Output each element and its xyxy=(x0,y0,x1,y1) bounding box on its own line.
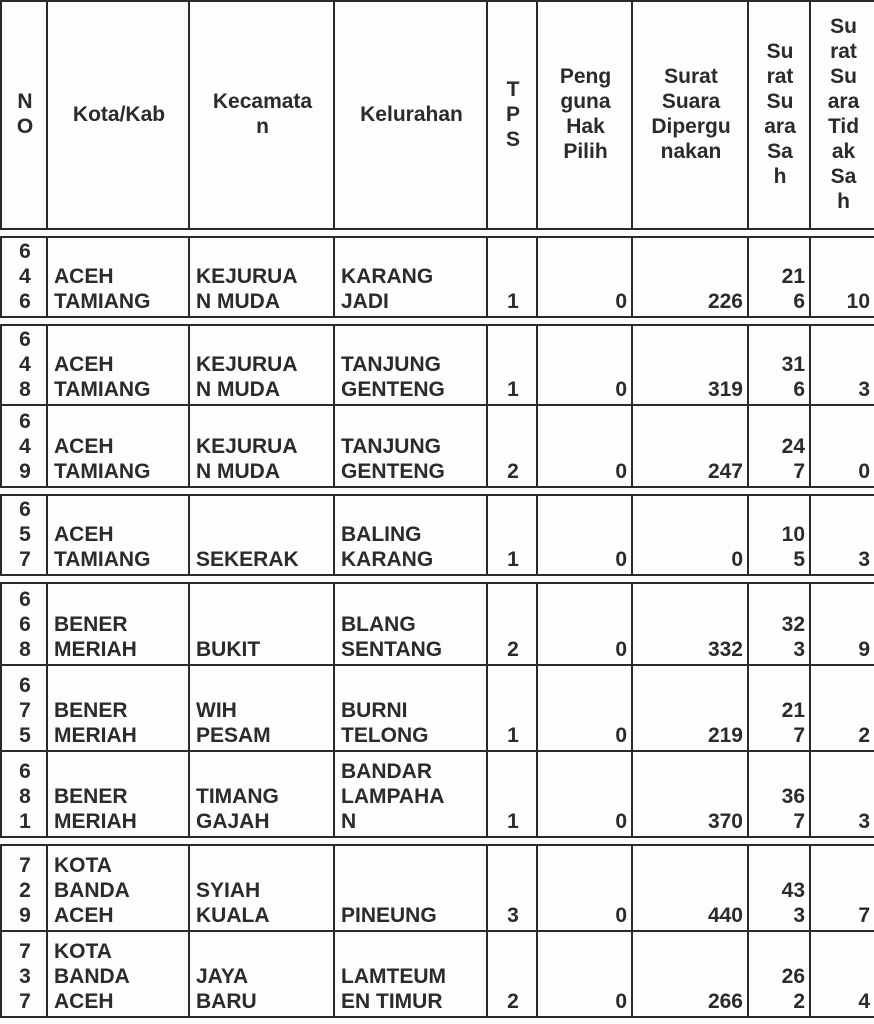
table-row xyxy=(1,665,874,751)
table-row xyxy=(1,325,874,405)
cell-tps: 1 xyxy=(487,751,537,837)
header-no: N O xyxy=(1,1,47,229)
table-row xyxy=(1,845,874,931)
cell-pengguna: 0 xyxy=(537,325,632,405)
cell-sah: 32 3 xyxy=(748,583,810,665)
cell-kelurahan: BURNI TELONG xyxy=(334,665,487,751)
cell-kota: KOTA BANDA ACEH xyxy=(47,931,189,1017)
cell-kota: ACEH TAMIANG xyxy=(47,405,189,487)
cell-sah: 21 6 xyxy=(748,237,810,317)
cell-tps: 3 xyxy=(487,845,537,931)
cell-digunakan: 440 xyxy=(632,845,748,931)
cell-kelurahan: TANJUNG GENTENG xyxy=(334,325,487,405)
row-gap xyxy=(1,317,874,325)
cell-digunakan: 370 xyxy=(632,751,748,837)
cell-digunakan: 219 xyxy=(632,665,748,751)
cell-digunakan: 332 xyxy=(632,583,748,665)
row-gap xyxy=(1,229,874,237)
cell-tidak-sah: 3 xyxy=(810,495,874,575)
cell-digunakan: 319 xyxy=(632,325,748,405)
header-surat-sah: Su rat Su ara Sa h xyxy=(748,1,810,229)
cell-kelurahan: BALING KARANG xyxy=(334,495,487,575)
cell-kecamatan: WIH PESAM xyxy=(189,665,334,751)
cell-pengguna: 0 xyxy=(537,237,632,317)
header-kecamatan: Kecamata n xyxy=(189,1,334,229)
table-row xyxy=(1,405,874,487)
cell-pengguna: 0 xyxy=(537,495,632,575)
header-kota-kab: Kota/Kab xyxy=(47,1,189,229)
table-row xyxy=(1,237,874,317)
cell-no: 6 7 5 xyxy=(1,665,47,751)
cell-tidak-sah: 3 xyxy=(810,325,874,405)
cell-kecamatan: KEJURUA N MUDA xyxy=(189,405,334,487)
cell-tps: 1 xyxy=(487,665,537,751)
cell-no: 6 4 9 xyxy=(1,405,47,487)
table-row xyxy=(1,751,874,837)
cell-kecamatan: KEJURUA N MUDA xyxy=(189,237,334,317)
header-pengguna-hak-pilih: Peng guna Hak Pilih xyxy=(537,1,632,229)
cell-pengguna: 0 xyxy=(537,405,632,487)
cell-sah: 21 7 xyxy=(748,665,810,751)
cell-kota: ACEH TAMIANG xyxy=(47,325,189,405)
header-kelurahan: Kelurahan xyxy=(334,1,487,229)
cell-tps: 1 xyxy=(487,237,537,317)
cell-kota: BENER MERIAH xyxy=(47,751,189,837)
cell-no: 7 2 9 xyxy=(1,845,47,931)
cell-tps: 2 xyxy=(487,931,537,1017)
cell-kecamatan: JAYA BARU xyxy=(189,931,334,1017)
cell-kota: ACEH TAMIANG xyxy=(47,237,189,317)
cell-tidak-sah: 4 xyxy=(810,931,874,1017)
cell-tidak-sah: 0 xyxy=(810,405,874,487)
cell-digunakan: 266 xyxy=(632,931,748,1017)
cell-digunakan: 247 xyxy=(632,405,748,487)
cell-no: 6 4 6 xyxy=(1,237,47,317)
cell-sah: 31 6 xyxy=(748,325,810,405)
header-surat-tidak-sah: Su rat Su ara Tid ak Sa h xyxy=(810,1,874,229)
cell-kecamatan: SYIAH KUALA xyxy=(189,845,334,931)
cell-tidak-sah: 9 xyxy=(810,583,874,665)
cell-kelurahan: PINEUNG xyxy=(334,845,487,931)
cell-tps: 1 xyxy=(487,325,537,405)
cell-tps: 1 xyxy=(487,495,537,575)
cell-kota: BENER MERIAH xyxy=(47,583,189,665)
cell-kecamatan: TIMANG GAJAH xyxy=(189,751,334,837)
header-surat-digunakan: Surat Suara Dipergu nakan xyxy=(632,1,748,229)
table-row xyxy=(1,583,874,665)
table-row xyxy=(1,931,874,1017)
cell-kelurahan: BLANG SENTANG xyxy=(334,583,487,665)
cell-tidak-sah: 7 xyxy=(810,845,874,931)
cell-kecamatan: BUKIT xyxy=(189,583,334,665)
header-row xyxy=(1,1,874,229)
cell-tidak-sah: 10 xyxy=(810,237,874,317)
cell-tps: 2 xyxy=(487,583,537,665)
cell-tidak-sah: 3 xyxy=(810,751,874,837)
cell-kota: ACEH TAMIANG xyxy=(47,495,189,575)
cell-sah: 43 3 xyxy=(748,845,810,931)
cell-kelurahan: BANDAR LAMPAHA N xyxy=(334,751,487,837)
cell-pengguna: 0 xyxy=(537,583,632,665)
cell-kelurahan: LAMTEUM EN TIMUR xyxy=(334,931,487,1017)
cell-kecamatan: SEKERAK xyxy=(189,495,334,575)
cell-kota: KOTA BANDA ACEH xyxy=(47,845,189,931)
cell-digunakan: 226 xyxy=(632,237,748,317)
cell-no: 6 5 7 xyxy=(1,495,47,575)
header-tps: T P S xyxy=(487,1,537,229)
table-row xyxy=(1,495,874,575)
cell-pengguna: 0 xyxy=(537,751,632,837)
cell-sah: 36 7 xyxy=(748,751,810,837)
cell-no: 6 8 1 xyxy=(1,751,47,837)
row-gap xyxy=(1,487,874,495)
cell-sah: 10 5 xyxy=(748,495,810,575)
cell-pengguna: 0 xyxy=(537,845,632,931)
cell-kelurahan: KARANG JADI xyxy=(334,237,487,317)
cell-tps: 2 xyxy=(487,405,537,487)
cell-tidak-sah: 2 xyxy=(810,665,874,751)
cell-kelurahan: TANJUNG GENTENG xyxy=(334,405,487,487)
cell-no: 7 3 7 xyxy=(1,931,47,1017)
cell-pengguna: 0 xyxy=(537,931,632,1017)
cell-sah: 24 7 xyxy=(748,405,810,487)
cell-no: 6 6 8 xyxy=(1,583,47,665)
cell-digunakan: 0 xyxy=(632,495,748,575)
cell-sah: 26 2 xyxy=(748,931,810,1017)
cell-kecamatan: KEJURUA N MUDA xyxy=(189,325,334,405)
cell-no: 6 4 8 xyxy=(1,325,47,405)
cell-pengguna: 0 xyxy=(537,665,632,751)
cell-kota: BENER MERIAH xyxy=(47,665,189,751)
row-gap xyxy=(1,575,874,583)
row-gap xyxy=(1,837,874,845)
